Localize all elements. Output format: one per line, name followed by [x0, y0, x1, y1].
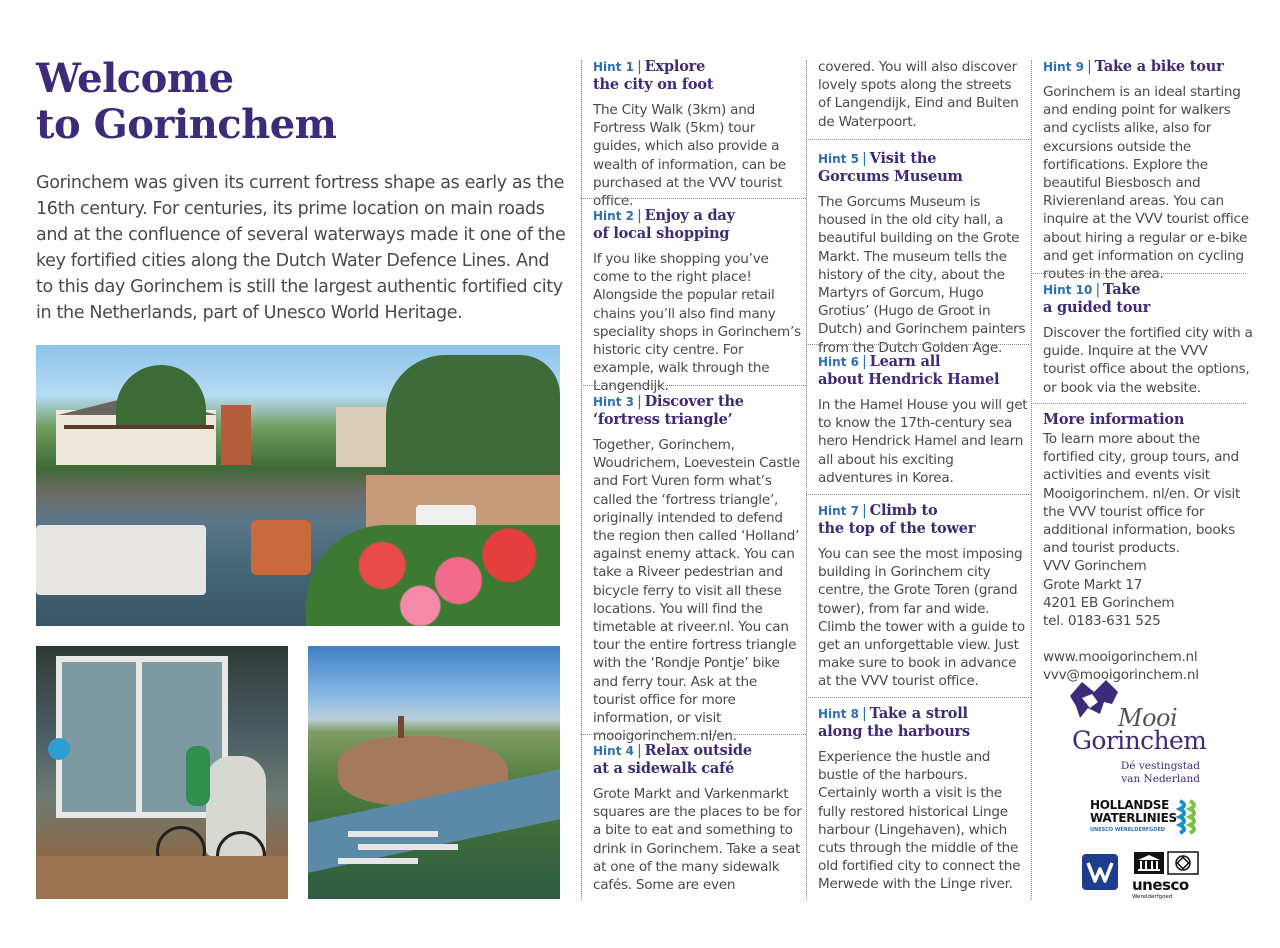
vvv-logo [1082, 854, 1118, 890]
page-title [36, 56, 336, 148]
title-line-1: Welcome [36, 55, 234, 102]
logo-hw-line1: HOLLANDSE [1090, 798, 1169, 812]
logo-hw-line2: WATERLINIES [1090, 811, 1177, 825]
hint-1-body: The City Walk (3km) and Fortress Walk (5km) tour guides, which also provide a wealth of information, can be purchased at the VVV tourist office. [593, 102, 786, 210]
hint-4 [593, 742, 803, 894]
org-name: VVV Gorinchem [1043, 558, 1147, 575]
hint-7 [818, 502, 1028, 691]
logo-unesco-text: unesco [1132, 876, 1189, 894]
logo-unesco-sub: Werelderfgoed [1132, 894, 1173, 900]
hint-9-title: Hint 9 | Take a bike tour [1043, 58, 1224, 75]
hint-8-title: Hint 8 | Take a stroll along the harbours [818, 705, 970, 740]
column-divider-2 [806, 60, 807, 900]
hint-6-number: Hint 6 [818, 355, 859, 369]
divider [1031, 403, 1246, 404]
hint-6-title: Hint 6 | Learn all about Hendrick Hamel [818, 353, 1000, 388]
more-information [1043, 411, 1253, 685]
intro-paragraph: Gorinchem was given its current fortress shape as early as the 16th century. For centuries, its prime location on main roads and at the confluence of several waterways made it one of the key fortified cities along the Dutch Water Defence Lines. And to this day Gorinchem is still the largest authentic fortified city in the Netherlands, part of Unesco World Heritage. [36, 173, 566, 323]
hint-3 [593, 393, 803, 745]
divider [806, 494, 1031, 495]
hint-10-body: Discover the fortified city with a guide. Inquire at the VVV tourist office about the options, or book via the website. [1043, 325, 1253, 396]
divider [806, 697, 1031, 698]
divider [1031, 273, 1246, 274]
logo-gorinchem-text: Gorinchem [1072, 726, 1207, 755]
divider [581, 734, 806, 735]
hint-10-title: Hint 10 | Take a guided tour [1043, 281, 1151, 316]
hint-10 [1043, 281, 1253, 397]
column-divider-1 [581, 60, 582, 900]
hint-9-body: Gorinchem is an ideal starting and ending point for walkers and cyclists alike, also for excursions outside the fortifications. Explore the beautiful Biesbosch and Rivierenland areas. You can inquire at the VVV tourist office about hiring a regular or e-bike and get information on cycling routes in the area. [1043, 84, 1249, 283]
address-street: Grote Markt 17 [1043, 576, 1143, 593]
hint-3-number: Hint 3 [593, 395, 634, 409]
hint-5-body: The Gorcums Museum is housed in the old city hall, a beautiful building on the Grote Markt. The museum tells the history of the city, about the Martyrs of Gorcum, Hugo Grotius’ (Hugo de Groot in Dutch) and Gorinchem painters from the Dutch Golden Age. [818, 194, 1026, 356]
hint-9-number: Hint 9 [1043, 60, 1084, 74]
hollandse-waterlinies-logo [1090, 797, 1202, 839]
hint-8-body: Experience the hustle and bustle of the harbours. Certainly worth a visit is the fully restored historical Linge harbour (Lingehaven), which cuts through the middle of the old fortified city to connect the Merwede with the Linge river. [818, 749, 1021, 893]
wave-icon [1174, 797, 1200, 837]
divider [806, 139, 1031, 140]
hint-3-title: Hint 3 | Discover the ‘fortress triangle’ [593, 393, 744, 428]
hint-8 [818, 705, 1028, 894]
hint-4-body-continued: covered. You will also discover lovely spots along the streets of Langendijk, Eind and Buiten de Waterpoort. [818, 59, 1019, 130]
shop-photo [36, 646, 288, 899]
hint-6 [818, 353, 1028, 487]
title-line-2: to Gorinchem [36, 101, 337, 148]
hint-1-title: Hint 1 | Explore the city on foot [593, 58, 714, 93]
more-information-title: More information [1043, 411, 1185, 428]
hint-5-number: Hint 5 [818, 152, 859, 166]
hint-4-number: Hint 4 [593, 744, 634, 758]
divider [581, 385, 806, 386]
address-city: 4201 EB Gorinchem [1043, 594, 1175, 611]
harbour-photo [36, 345, 560, 626]
hint-4-body: Grote Markt and Varkenmarkt squares are the places to be for a bite to eat and something to drink in Gorinchem. Take a seat at one of the many sidewalk cafés. Some are even [593, 786, 802, 894]
hint-1-number: Hint 1 [593, 60, 634, 74]
hint-5-title: Hint 5 | Visit the Gorcums Museum [818, 150, 963, 185]
phone-number: tel. 0183-631 525 [1043, 613, 1161, 630]
hint-2-body: If you like shopping you’ve come to the right place! Alongside the popular retail chains you’ll also find many speciality shops in Gorinchem’s historic city centre. For example, walk through the Langendijk. [593, 251, 801, 395]
hint-7-title: Hint 7 | Climb to the top of the tower [818, 502, 976, 537]
hint-10-number: Hint 10 [1043, 283, 1093, 297]
divider [581, 198, 806, 199]
unesco-logo [1132, 851, 1202, 903]
divider [806, 344, 1031, 345]
column-divider-3 [1031, 60, 1032, 900]
logo-mooi-text: Mooi [1118, 704, 1178, 732]
unesco-temple-icon [1132, 851, 1202, 877]
hint-7-body: You can see the most imposing building in Gorinchem city centre, the Grote Toren (grand tower), from far and wide. Climb the tower with a guide to get an unforgettable view. Just make sure to book in advance at the VVV tourist office. [818, 546, 1025, 690]
email-link[interactable]: vvv@mooigorinchem.nl [1043, 667, 1199, 684]
mooi-gorinchem-logo [1060, 678, 1230, 790]
hint-5 [818, 150, 1028, 357]
hint-2 [593, 207, 803, 396]
more-information-body: To learn more about the fortified city, group tours, and activities and events visit Mooigorinchem. nl/en. Or visit the VVV tourist office for additional information, books and tourist products. [1043, 431, 1241, 557]
hint-4-continued [818, 58, 1028, 131]
logo-tagline: Dé vestingstad van Nederland [1120, 760, 1200, 785]
hint-9 [1043, 58, 1253, 283]
logo-hw-line3: UNESCO WERELDERFGOED [1090, 827, 1166, 833]
hint-2-title: Hint 2 | Enjoy a day of local shopping [593, 207, 735, 242]
aerial-photo [308, 646, 560, 899]
vvv-icon [1082, 854, 1118, 890]
hint-1 [593, 58, 803, 210]
hint-2-number: Hint 2 [593, 209, 634, 223]
hint-3-body: Together, Gorinchem, Woudrichem, Loevestein Castle and Fort Vuren form what’s called the ‘fortress triangle’, originally intended to defend the region then called ‘Holland’ against enemy attack. You can take a Riveer pedestrian and bicycle ferry to visit all these locations. You will find the timetable at riveer.nl. You can tour the entire fortress triangle with the ‘Rondje Pontje’ bike and ferry tour. Ask at the tourist office for more information, or visit mooigorinchem.nl/en. [593, 437, 800, 745]
hint-7-number: Hint 7 [818, 504, 859, 518]
hint-8-number: Hint 8 [818, 707, 859, 721]
website-link[interactable]: www.mooigorinchem.nl [1043, 649, 1198, 666]
hint-6-body: In the Hamel House you will get to know the 17th-century sea hero Hendrick Hamel and learn all about his exciting adventures in Korea. [818, 397, 1028, 486]
hint-4-title: Hint 4 | Relax outside at a sidewalk café [593, 742, 752, 777]
